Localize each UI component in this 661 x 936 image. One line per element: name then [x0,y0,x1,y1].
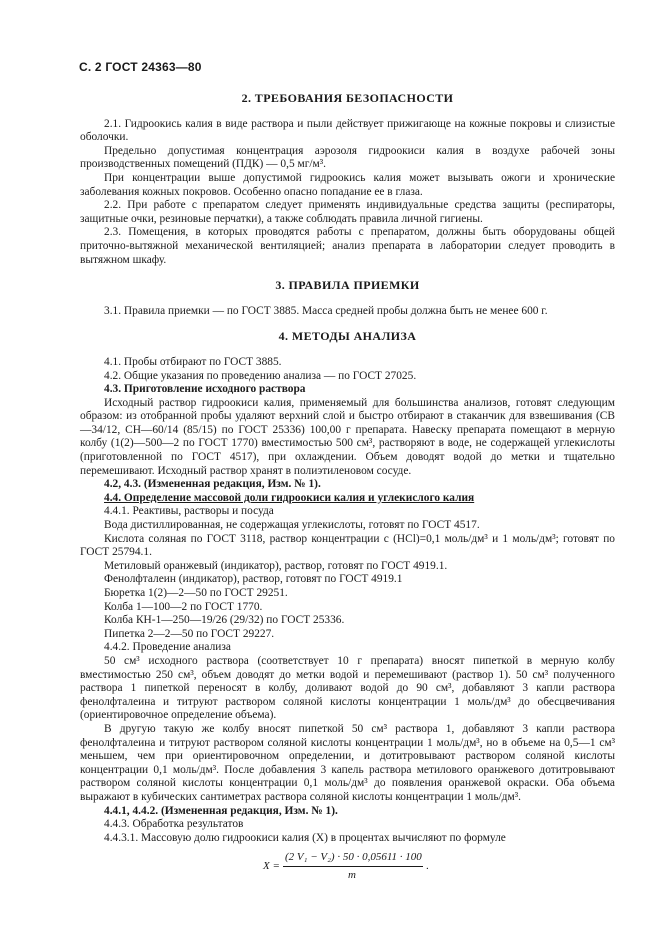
paragraph-procedure-1: 50 см³ исходного раствора (соответствует 10 г препарата) вносят пипеткой в мерную колбу вместимостью 250 см³, объем доводят до метки водой и перемешивают (раствор 1). 50 см³ полученного раствора 1 пипеткой переносят в колбу, доливают водой до 90 см³, добавляют 3 капли раствора фенолфталеина и титруют раствором соляной кислоты концентрации 1 моль/дм³ до обесцвечивания (ориентировочное определение объема). [80,654,615,722]
reagent-hcl: Кислота соляная по ГОСТ 3118, раствор концентрации с (HCl)=0,1 моль/дм³ и 1 моль/дм³; готовят по ГОСТ 25794.1. [80,532,615,559]
equipment-pipette: Пипетка 2—2—50 по ГОСТ 29227. [104,627,275,640]
paragraph-4-4-3-1: 4.4.3.1. Массовую долю гидроокиси калия (X) в процентах вычисляют по формуле [104,831,506,844]
paragraph-hazard: При концентрации выше допустимой гидроокись калия может вызывать ожоги и хронические заболевания кожных покровов. Особенно опасно попадание ее в глаза. [80,171,615,198]
equipment-flask-1: Колба 1—100—2 по ГОСТ 1770. [104,600,263,613]
heading-4-4-2: 4.4.2. Проведение анализа [104,641,231,654]
formula-end: . [426,860,429,873]
paragraph-3-1: 3.1. Правила приемки — по ГОСТ 3885. Масса средней пробы должна быть не менее 600 г. [104,304,548,317]
page-body [80,92,615,885]
equipment-flask-2: Колба КН-1—250—19/26 (29/32) по ГОСТ 25336. [104,614,345,627]
paragraph-stock-solution: Исходный раствор гидроокиси калия, применяемый для большинства анализов, готовят следующим образом: из отобранной пробы удаляют верхний слой и быстро отбирают в стаканчик для взвешивания (СВ—34/12, СН—60/14 (85/15) по ГОСТ 25336) 100,00 г препарата. Навеску препарата помещают в мерную колбу (1(2)—500—2 по ГОСТ 1770) вместимостью 500 см³, растворяют в воде, не содержащей углекислоты (приготовленной по ГОСТ 4517), при охлаждении. Объем доводят водой до метки и тщательно перемешивают. Исходный раствор хранят в полиэтиленовом сосуде. [80,396,615,477]
formula-numerator: (2 V₁ − V₂) · 50 · 0,05611 · 100 [285,851,422,864]
heading-4-3: 4.3. Приготовление исходного раствора [104,383,306,396]
paragraph-2-3: 2.3. Помещения, в которых проводятся работы с препаратом, должны быть оборудованы общей приточно-вытяжной механической вентиляцией; анализ препарата в лаборатории следует проводить в вытяжном шкафу. [80,226,615,266]
paragraph-4-2: 4.2. Общие указания по проведению анализа — по ГОСТ 27025. [104,369,417,382]
section-2-title: 2. ТРЕБОВАНИЯ БЕЗОПАСНОСТИ [241,91,454,105]
paragraph-2-1: 2.1. Гидроокись калия в виде раствора и пыли действует прижигающе на кожные покровы и слизистые оболочки. [80,117,615,144]
heading-4-4: 4.4. Определение массовой доли гидроокиси калия и углекислого калия [104,491,475,504]
section-3-title: 3. ПРАВИЛА ПРИЕМКИ [275,278,420,293]
formula-lhs: X = [263,860,280,873]
running-header: С. 2 ГОСТ 24363—80 [79,60,202,74]
formula-denominator: m [348,869,356,882]
amendment-note-4-2-4-3: 4.2, 4.3. (Измененная редакция, Изм. № 1). [104,478,321,491]
reagent-water: Вода дистиллированная, не содержащая углекислоты, готовят по ГОСТ 4517. [104,519,480,532]
reagent-phenolphthalein: Фенолфталеин (индикатор), раствор, готовят по ГОСТ 4919.1 [104,573,403,586]
fraction-bar [283,866,423,867]
paragraph-procedure-2: В другую такую же колбу вносят пипеткой 50 см³ раствора 1, добавляют 3 капли раствора фенолфталеина и титруют раствором соляной кислоты концентрации 1 моль/дм³, но в объеме на 0,5—1 см³ меньшем, чем при ориентировочном определении, и дотитровывают раствором соляной кислоты концентрации 0,1 моль/дм³. После добавления 3 капель раствора метилового оранжевого дотитровывают раствором соляной кислоты концентрации 0,1 моль/дм³ до появления оранжевой окраски. Оба объема выражают в кубических сантиметрах раствора соляной кислоты концентрации 1 моль/дм³. [80,722,615,803]
heading-4-4-3: 4.4.3. Обработка результатов [104,818,244,831]
heading-4-4-1: 4.4.1. Реактивы, растворы и посуда [104,505,274,518]
paragraph-mpc: Предельно допустимая концентрация аэрозоля гидроокиси калия в воздухе рабочей зоны производственных помещений (ПДК) — 0,5 мг/м³. [80,144,615,171]
formula [80,851,615,885]
section-4-title: 4. МЕТОДЫ АНАЛИЗА [278,329,417,344]
amendment-note-4-4-1-4-4-2: 4.4.1, 4.4.2. (Измененная редакция, Изм. № 1). [104,804,338,817]
paragraph-4-1: 4.1. Пробы отбирают по ГОСТ 3885. [104,355,282,368]
paragraph-2-2: 2.2. При работе с препаратом следует применять индивидуальные средства защиты (респираторы, защитные очки, резиновые перчатки), а также соблюдать правила личной гигиены. [80,199,615,225]
reagent-methyl-orange: Метиловый оранжевый (индикатор), раствор, готовят по ГОСТ 4919.1. [104,559,448,572]
equipment-burette: Бюретка 1(2)—2—50 по ГОСТ 29251. [104,587,288,599]
